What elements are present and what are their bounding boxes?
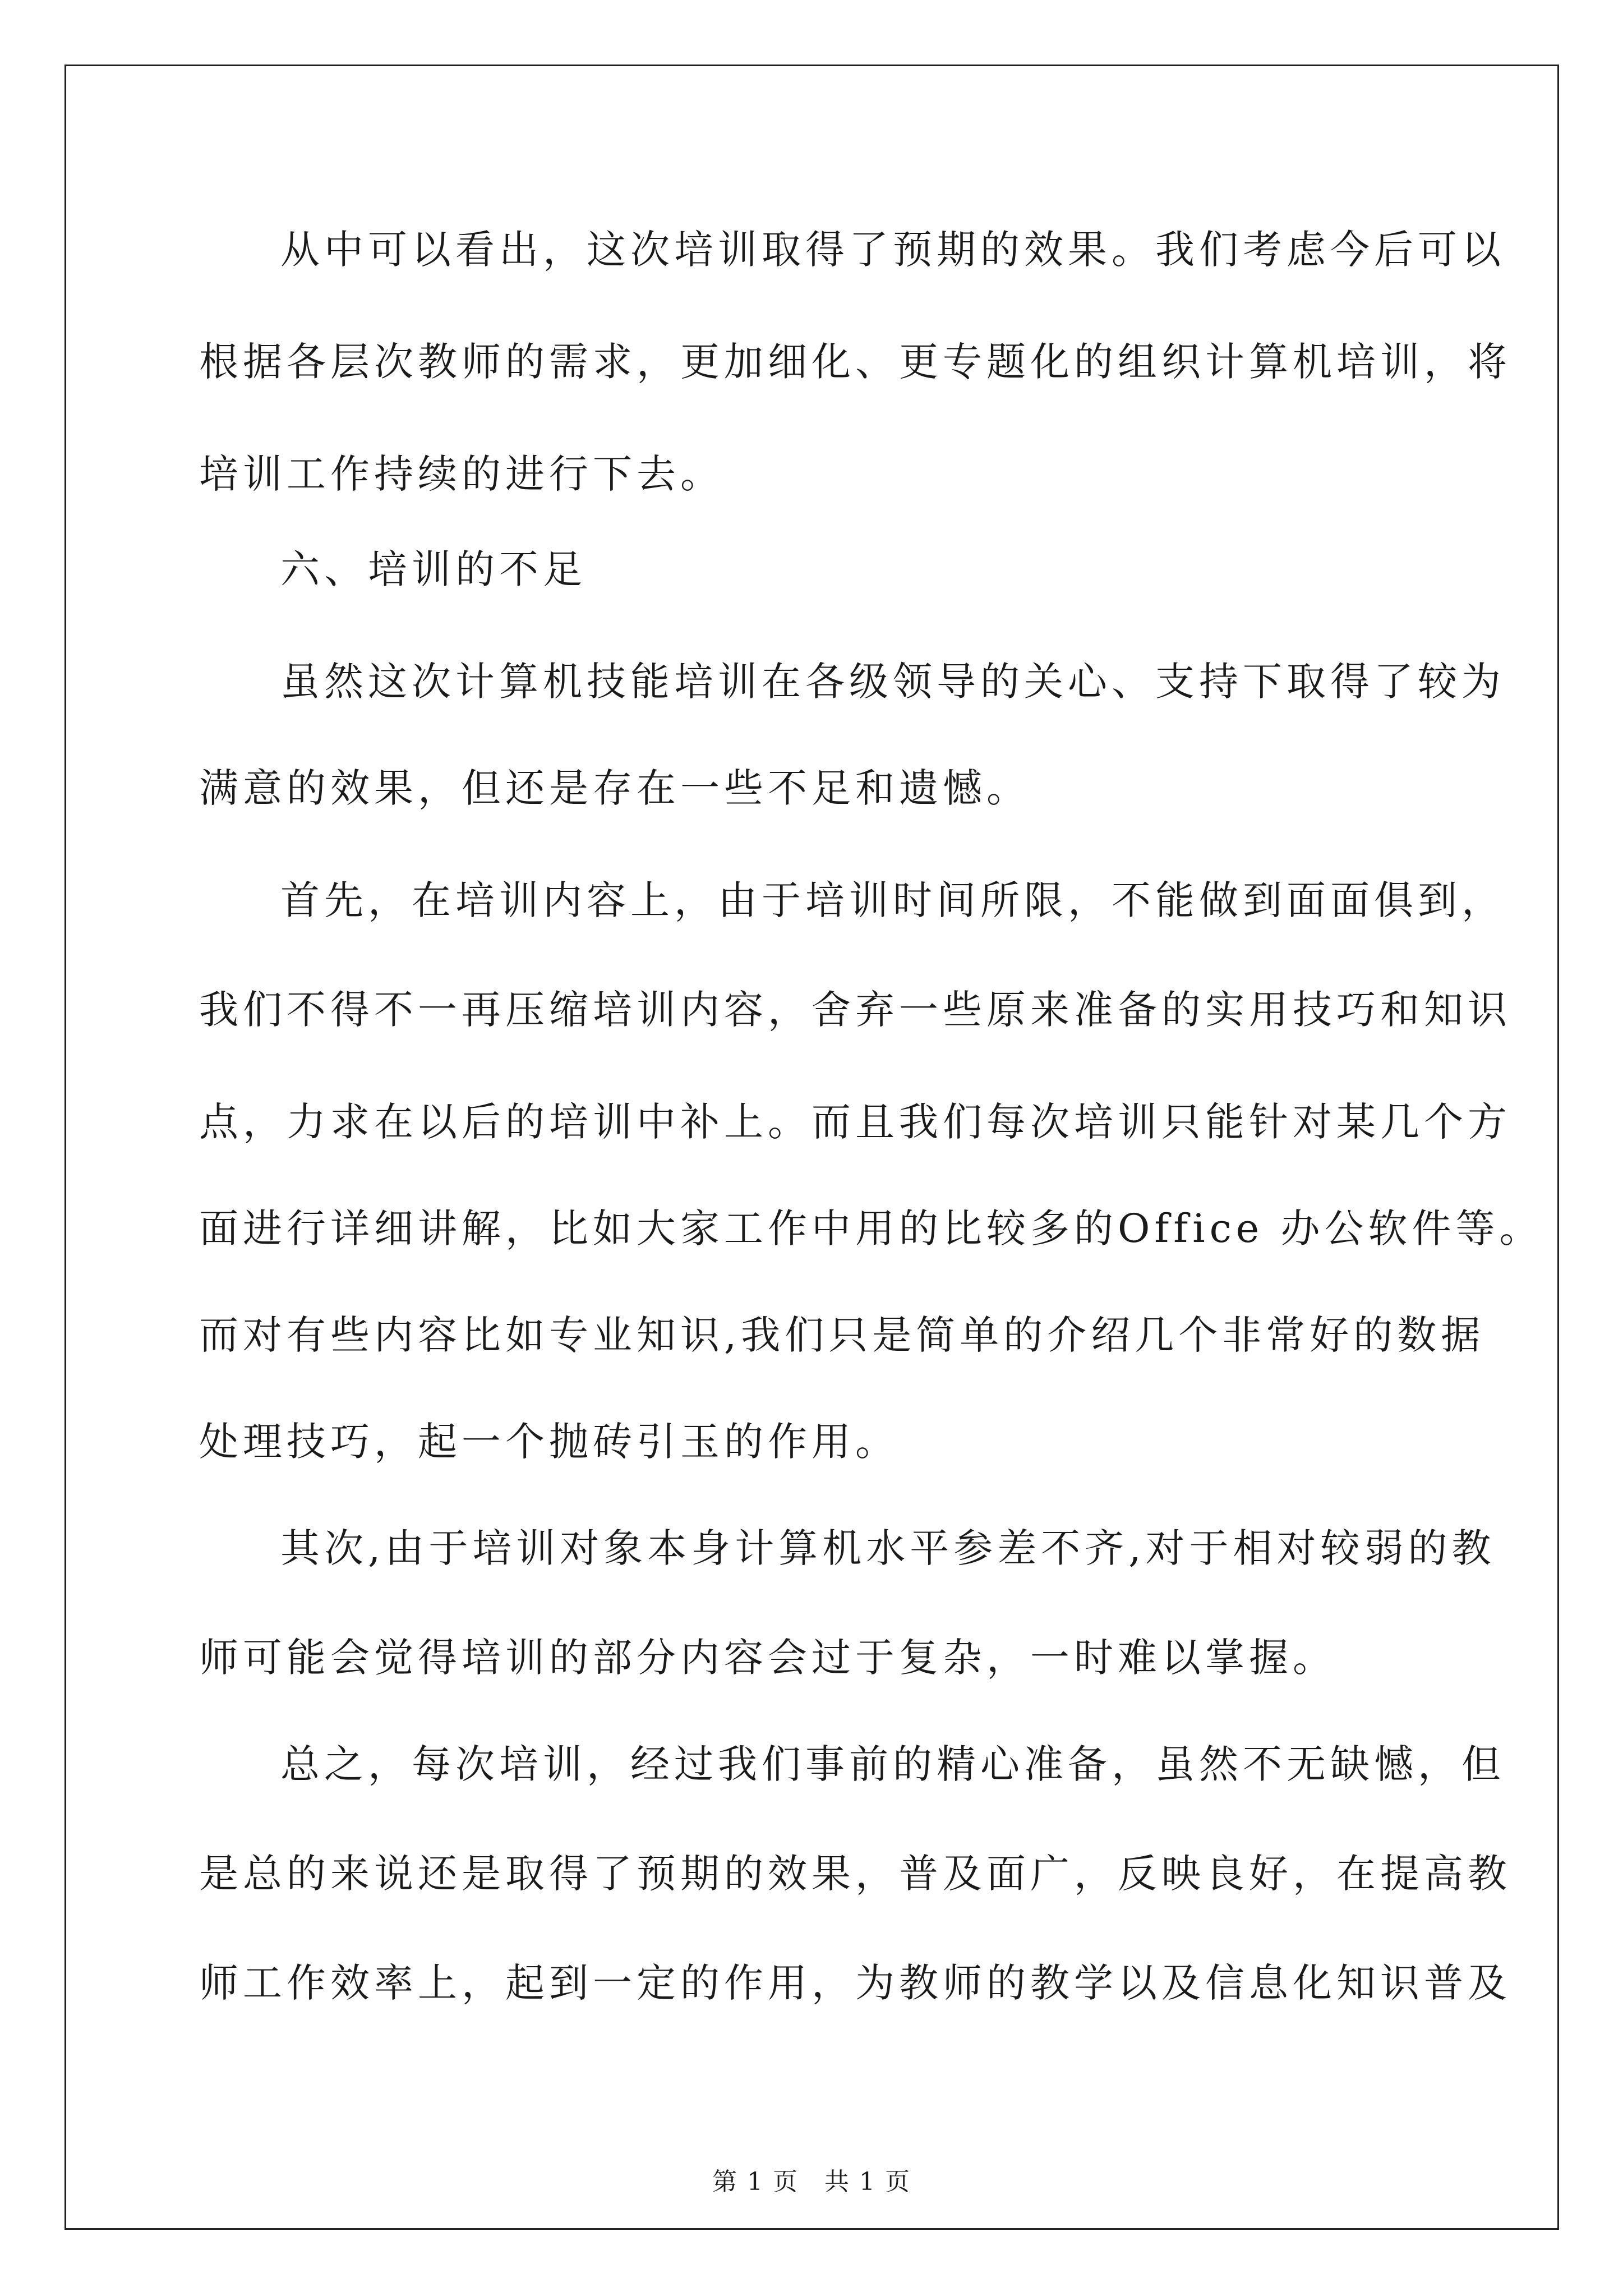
paragraph-3-line-1: 首先，在培训内容上，由于培训时间所限，不能做到面面俱到，	[280, 877, 1505, 923]
paragraph-3-line-5: 而对有些内容比如专业知识,我们只是简单的介绍几个非常好的数据	[199, 1312, 1485, 1358]
page-number-footer: 第 1 页 共 1 页	[712, 2168, 911, 2196]
paragraph-5-line-2: 是总的来说还是取得了预期的效果，普及面广，反映良好，在提高教	[199, 1851, 1511, 1897]
paragraph-3-line-4: 面进行详细讲解，比如大家工作中用的比较多的Office 办公软件等。	[199, 1205, 1543, 1251]
paragraph-3-line-3: 点，力求在以后的培训中补上。而且我们每次培训只能针对某几个方	[199, 1099, 1511, 1145]
paragraph-5-line-1: 总之，每次培训，经过我们事前的精心准备，虽然不无缺憾，但	[280, 1741, 1505, 1787]
paragraph-1-line-3: 培训工作持续的进行下去。	[199, 451, 724, 497]
paragraph-5-line-3: 师工作效率上，起到一定的作用，为教师的教学以及信息化知识普及	[199, 1960, 1511, 2006]
paragraph-3-line-6: 处理技巧，起一个抛砖引玉的作用。	[199, 1419, 899, 1465]
paragraph-2-line-1: 虽然这次计算机技能培训在各级领导的关心、支持下取得了较为	[280, 659, 1505, 705]
paragraph-4-line-1: 其次,由于培训对象本身计算机水平参差不齐,对于相对较弱的教	[280, 1525, 1496, 1571]
paragraph-2-line-2: 满意的效果，但还是存在一些不足和遗憾。	[199, 765, 1030, 811]
paragraph-3-line-2: 我们不得不一再压缩培训内容，舍弃一些原来准备的实用技巧和知识	[199, 987, 1511, 1033]
paragraph-4-line-2: 师可能会觉得培训的部分内容会过于复杂，一时难以掌握。	[199, 1635, 1336, 1681]
paragraph-1-line-2: 根据各层次教师的需求，更加细化、更专题化的组织计算机培训，将	[199, 339, 1511, 385]
paragraph-1-line-1: 从中可以看出，这次培训取得了预期的效果。我们考虑今后可以	[280, 227, 1505, 273]
section-heading: 六、培训的不足	[280, 546, 587, 592]
